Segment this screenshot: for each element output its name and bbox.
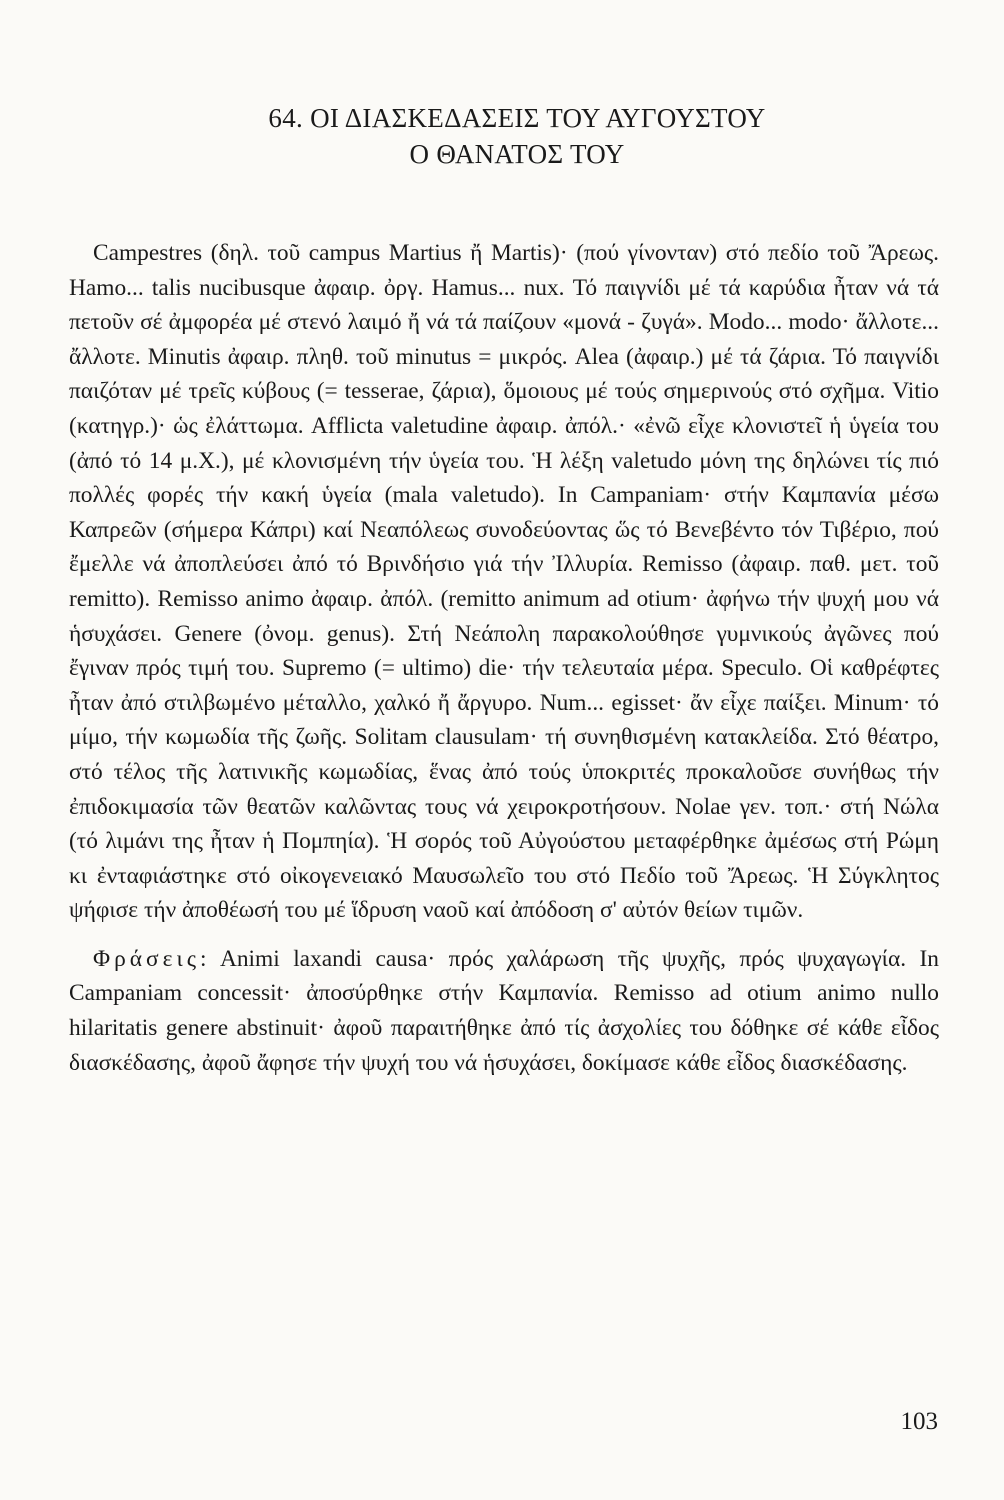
commentary-paragraph: Campestres (δηλ. τοῦ campus Martius ἤ Martis)· (πού γίνονταν) στό πεδίο τοῦ Ἄρεως. Hamo... talis nucibusque ἀφαιρ. ὀργ. Hamus... nux. Τό παιγνίδι μέ τά καρύδια ἦταν νά τά πετοῦν σέ ἀμφορέα μέ στενό λαιμό ἤ νά τά παίζουν «μονά - ζυγά». Modo... modo· ἄλλοτε... ἄλλοτε. Minutis ἀφαιρ. πληθ. τοῦ minutus = μικρός. Alea (ἀφαιρ.) μέ τά ζάρια. Τό παιγνίδι παιζόταν μέ τρεῖς κύβους (= tesserae, ζάρια), ὅμοιους μέ τούς σημερινούς στό σχῆμα. Vitio (κατηγρ.)· ὡς ἐλάττωμα. Afflicta valetudine ἀφαιρ. ἀπόλ.· «ἐνῶ εἶχε κλονιστεῖ ἡ ὑγεία του (ἀπό τό 14 μ.Χ.), μέ κλονισμένη τήν ὑγεία του. Ἡ λέξη valetudo μόνη της δηλώνει τίς πιό πολλές φορές τήν κακή ὑγεία (mala valetudo). In Campaniam· στήν Καμπανία μέσω Καπρεῶν (σήμερα Κάπρι) καί Νεαπόλεως συνοδεύοντας ὥς τό Βενεβέντο τόν Τιβέριο, πού ἔμελλε νά ἀποπλεύσει ἀπό τό Βρινδήσιο γιά τήν Ἰλλυρία. Remisso (ἀφαιρ. παθ. μετ. τοῦ remitto). Remisso animo ἀφαιρ. ἀπόλ. (remitto animum ad otium· ἀφήνω τήν ψυχή μου νά ἡσυχάσει. Genere (ὀνομ. genus). Στή Νεάπολη παρακολούθησε γυμνικούς ἀγῶνες πού ἔγιναν πρός τιμή του. Supremo (= ultimo) die· τήν τελευταία μέρα. Speculo. Οἱ καθρέφτες ἦταν ἀπό στιλβωμένο μέταλλο, χαλκό ἤ ἄργυρο. Num... egisset· ἄν εἶχε παίξει. Minum· τό μίμο, τήν κωμωδία τῆς ζωῆς. Solitam clausulam· τή συνηθισμένη κατακλείδα. Στό θέατρο, στό τέλος τῆς λατινικῆς κωμωδίας, ἕνας ἀπό τούς ὑποκριτές προκαλοῦσε συνήθως τήν ἐπιδοκιμασία τῶν θεατῶν καλῶντας τους νά χειροκροτήσουν. Nolae γεν. τοπ.· στή Νώλα (τό λιμάνι της ἦταν ἡ Πομπηία). Ἡ σορός τοῦ Αὐγούστου μεταφέρθηκε ἀμέσως στή Ρώμη κι ἐνταφιάστηκε στό οἰκογενειακό Μαυσωλεῖο του στό Πεδίο τοῦ Ἄρεως. Ἡ Σύγκλητος ψήφισε τήν ἀποθέωσή του μέ ἵδρυση ναοῦ καί ἀπόδοση σ' αὐτόν θείων τιμῶν.	[69, 240, 939, 924]
phrases-text: : Animi laxandi causa· πρός χαλάρωση τῆς ψυχῆς, πρός ψυχαγωγία. In Campaniam concessit· ἀποσύρθηκε στήν Καμπανία. Remisso ad otium animo nullo hilaritatis genere abstinuit· ἀφοῦ παραιτήθηκε ἀπό τίς ἀσχολίες του δόθηκε σέ κάθε εἶδος διασκέδασης, ἀφοῦ ἄφησε τήν ψυχή του νά ἡσυχάσει, δοκίμασε κάθε εἶδος διασκέδασης.	[69, 945, 939, 1076]
chapter-title-line-2: Ο ΘΑΝΑΤΟΣ ΤΟΥ	[409, 139, 625, 169]
body-text	[69, 236, 939, 1080]
chapter-title-line-1: 64. ΟΙ ΔΙΑΣΚΕΔΑΣΕΙΣ ΤΟΥ ΑΥΓΟΥΣΤΟΥ	[268, 103, 766, 133]
page-number: 103	[900, 1408, 938, 1435]
phrases-label: Φράσεις	[93, 945, 201, 972]
phrases-paragraph	[69, 942, 939, 1080]
chapter-title	[0, 100, 1004, 172]
